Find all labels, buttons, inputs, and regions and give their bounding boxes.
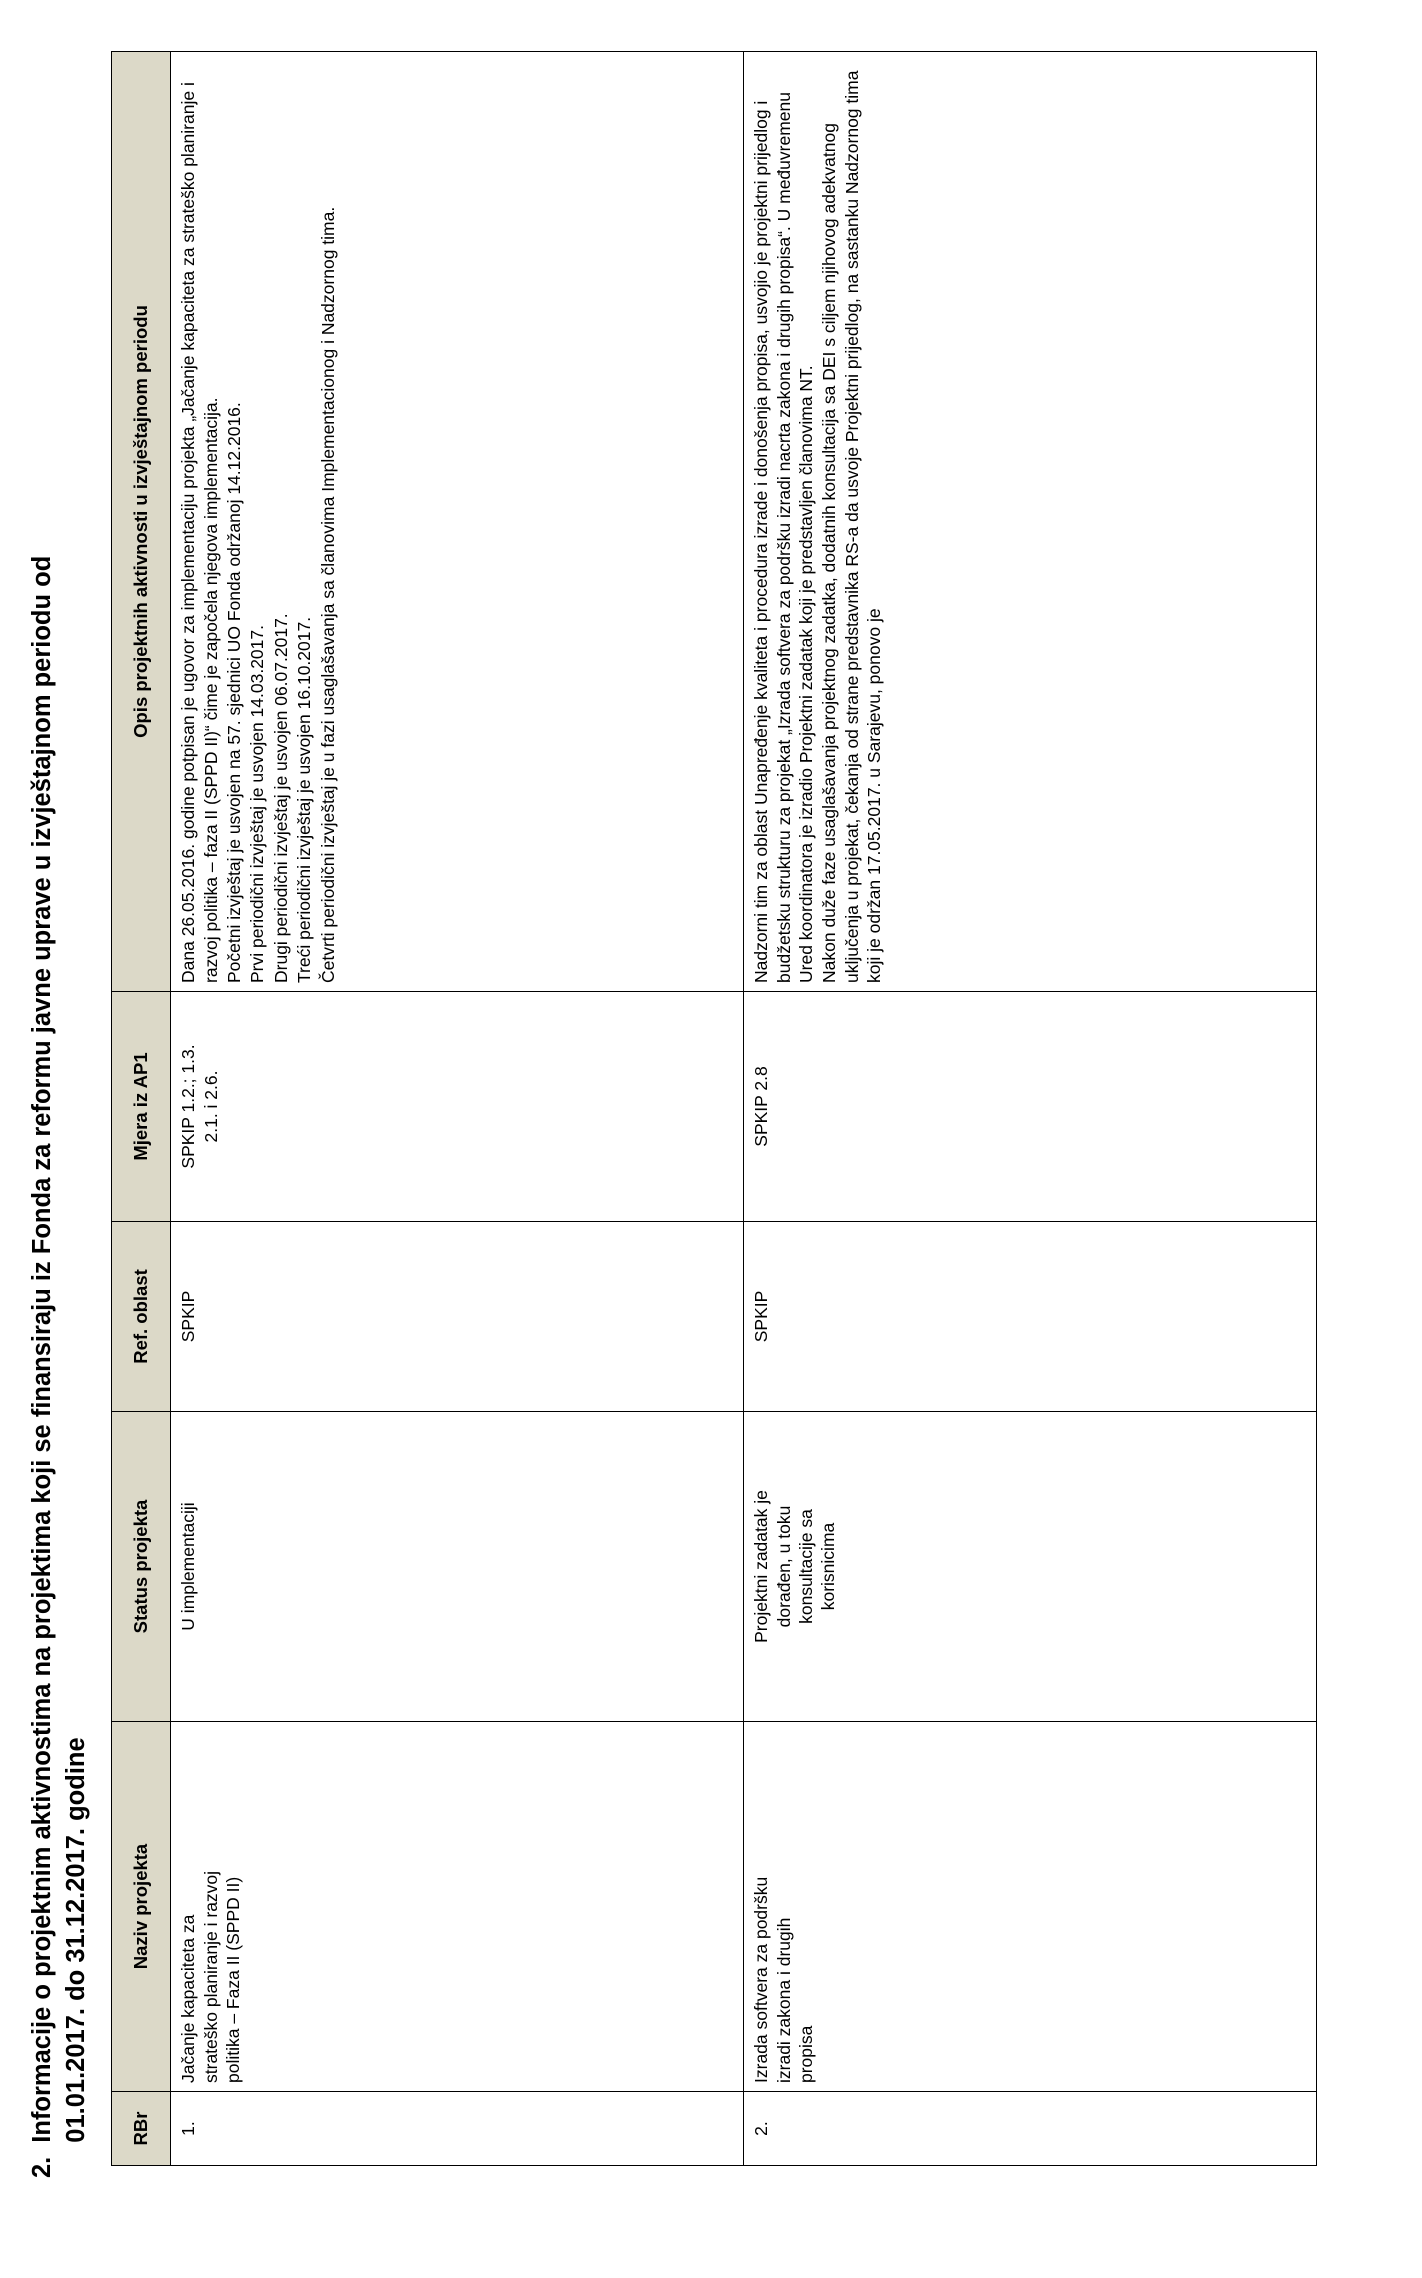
mjera-line: 2.1. i 2.6. bbox=[200, 1070, 221, 1143]
opis-paragraph: Nakon duže faze usaglašavanja projektnog zadatka, dodatnih konsultacija sa DEI s ciljem njihovog adekvatnog uključenja u projekat, čekanja od strane predstavnika RS-a da usvoje Projektni prijedlog, na sastanku Nadzornog tima koji je održan 17.05.2017. u Sarajevu, ponovo je bbox=[819, 70, 885, 983]
column-header-mjera-iz-ap1: Mjera iz AP1 bbox=[112, 992, 171, 1222]
cell-ref-oblast: SPKIP bbox=[171, 1222, 744, 1412]
opis-paragraph: Treći periodični izvještaj je usvojen 16.10.2017. bbox=[294, 616, 315, 983]
cell-rbr: 2. bbox=[744, 2092, 1317, 2166]
naziv-line: politika – Faza II (SPPD II) bbox=[223, 1876, 244, 2083]
page-title bbox=[26, 40, 93, 2178]
page-title-number: 2. bbox=[28, 2156, 56, 2178]
page-title-text: Informacije o projektnim aktivnostima na projektima koji se finansiraju iz Fonda za reformu javne uprave u izvještajnom periodu od 01.01.2017. do 31.12.2017. godine bbox=[28, 555, 90, 2143]
cell-naziv-projekta bbox=[744, 1722, 1317, 2092]
status-line: Projektni zadatak je bbox=[751, 1490, 772, 1643]
column-header-opis-aktivnosti: Opis projektnih aktivnosti u izvještajnom periodu bbox=[112, 52, 171, 992]
naziv-line: propisa bbox=[796, 2025, 817, 2083]
column-header-naziv-projekta: Naziv projekta bbox=[112, 1722, 171, 2092]
naziv-line: Izrada softvera za podršku bbox=[751, 1876, 772, 2083]
table-header-row bbox=[112, 52, 171, 2166]
table-row bbox=[171, 52, 744, 2166]
cell-status-projekta bbox=[171, 1412, 744, 1722]
table-row bbox=[744, 52, 1317, 2166]
naziv-line: Jačanje kapaciteta za bbox=[178, 1914, 199, 2083]
cell-mjera-iz-ap1 bbox=[171, 992, 744, 1222]
opis-paragraph: Četvrti periodični izvještaj je u fazi usaglašavanja sa članovima Implementacionog i Nadzornog tima. bbox=[317, 206, 338, 983]
cell-ref-oblast: SPKIP bbox=[744, 1222, 1317, 1412]
opis-paragraph: Prvi periodični izvještaj je usvojen 14.03.2017. bbox=[247, 625, 268, 983]
status-line: korisnicima bbox=[818, 1522, 839, 1611]
column-header-rbr: RBr bbox=[112, 2092, 171, 2166]
cell-rbr: 1. bbox=[171, 2092, 744, 2166]
projects-table bbox=[111, 51, 1317, 2166]
cell-naziv-projekta bbox=[171, 1722, 744, 2092]
opis-paragraph: Dana 26.05.2016. godine potpisan je ugovor za implementaciju projekta „Jačanje kapaciteta za strateško planiranje i razvoj politika – faza II (SPPD II)“ čime je započela njegova implementacija. bbox=[178, 82, 221, 983]
naziv-line: strateško planiranje i razvoj bbox=[200, 1870, 221, 2083]
mjera-line: SPKIP 2.8 bbox=[751, 1066, 772, 1147]
cell-status-projekta bbox=[744, 1412, 1317, 1722]
cell-opis-aktivnosti bbox=[744, 52, 1317, 992]
naziv-line: izradi zakona i drugih bbox=[773, 1917, 794, 2083]
opis-paragraph: Drugi periodični izvještaj je usvojen 06.07.2017. bbox=[270, 613, 291, 983]
column-header-ref-oblast: Ref. oblast bbox=[112, 1222, 171, 1412]
column-header-status-projekta: Status projekta bbox=[112, 1412, 171, 1722]
mjera-line: SPKIP 1.2.; 1.3. bbox=[178, 1044, 199, 1169]
status-line: dorađen, u toku bbox=[773, 1505, 794, 1628]
status-line: U implementaciji bbox=[178, 1502, 199, 1631]
cell-opis-aktivnosti bbox=[171, 52, 744, 992]
cell-mjera-iz-ap1 bbox=[744, 992, 1317, 1222]
opis-paragraph: Početni izvještaj je usvojen na 57. sjednici UO Fonda održanoj 14.12.2016. bbox=[224, 402, 245, 983]
status-line: konsultacije sa bbox=[796, 1509, 817, 1624]
opis-paragraph: Nadzorni tim za oblast Unapređenje kvaliteta i procedura izrade i donošenja propisa, usvojio je projektni prijedlog i budžetsku strukturu za projekat „Izrada softvera za podršku izradi nacrta zakona i drugih propisa“. U međuvremenu Ured koordinatora je izradio Projektni zadatak koji je predstavljen članovima NT. bbox=[751, 92, 817, 983]
